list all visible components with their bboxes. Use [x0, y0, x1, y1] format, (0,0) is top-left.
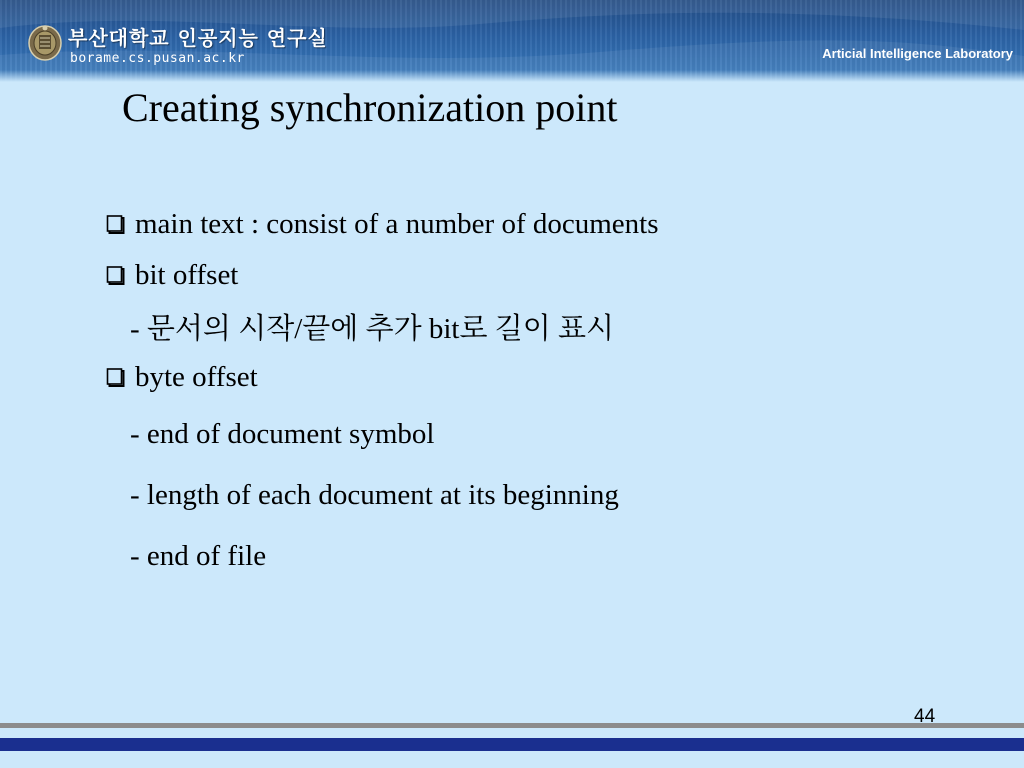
checkbox-bullet-icon	[106, 357, 126, 397]
sub-item	[130, 536, 266, 576]
page-number: 44	[914, 706, 936, 727]
bullet-text: main text : consist of a number of documents	[135, 207, 659, 240]
bullet-text: bit offset	[135, 258, 239, 291]
sub-item	[130, 414, 434, 454]
university-url: borame.cs.pusan.ac.kr	[70, 51, 245, 66]
sub-item-text: - length of each document at its beginning	[130, 478, 619, 511]
bullet-item	[106, 255, 238, 295]
footer-navy-bar	[0, 738, 1024, 751]
footer-gray-bar	[0, 723, 1024, 728]
checkbox-bullet-icon	[106, 204, 126, 244]
sub-item-text: - 문서의 시작/끝에 추가 bit로 길이 표시	[130, 312, 615, 345]
sub-item-text: - end of document symbol	[130, 417, 435, 450]
university-name: 부산대학교 인공지능 연구실	[68, 26, 328, 50]
sub-item-text: - end of file	[130, 539, 267, 572]
sub-item	[130, 306, 614, 346]
bullet-text: byte offset	[135, 360, 258, 393]
slide-title: Creating synchronization point	[122, 85, 618, 130]
checkbox-bullet-icon	[106, 255, 126, 295]
footer-light-bar	[0, 751, 1024, 768]
sub-item	[130, 475, 619, 515]
bullet-item	[106, 204, 659, 244]
lab-name: Articial Intelligence Laboratory	[822, 46, 1013, 61]
bullet-item	[106, 357, 258, 397]
